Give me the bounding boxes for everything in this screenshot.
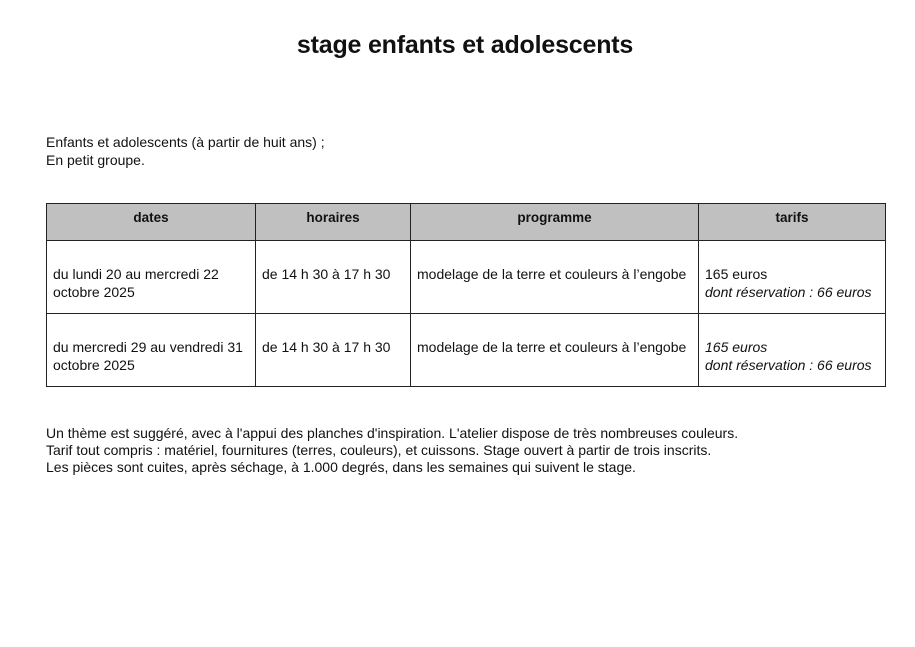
header-horaires: horaires	[256, 204, 411, 241]
cell-horaires: de 14 h 30 à 17 h 30	[256, 314, 411, 387]
note-cuisson: Les pièces sont cuites, après séchage, à 1.000 degrés, dans les semaines qui suivent le stage.	[46, 459, 636, 475]
dates-line-1: du mercredi 29 au vendredi 31	[53, 339, 243, 355]
note-tarif: Tarif tout compris : matériel, fournitures (terres, couleurs), et cuissons. Stage ouvert à partir de trois inscrits.	[46, 442, 712, 458]
intro-line-audience: Enfants et adolescents (à partir de huit ans) ;	[46, 134, 325, 150]
notes-paragraph	[46, 425, 738, 476]
page-title: stage enfants et adolescents	[296, 31, 634, 59]
cell-dates	[47, 241, 256, 314]
tarif-reservation: dont réservation : 66 euros	[705, 357, 872, 373]
dates-line-2: octobre 2025	[53, 357, 135, 373]
stages-table	[46, 203, 886, 387]
cell-programme: modelage de la terre et couleurs à l’engobe	[411, 314, 699, 387]
header-programme: programme	[411, 204, 699, 241]
table-header-row	[47, 204, 886, 241]
cell-tarifs	[699, 241, 886, 314]
tarif-price: 165 euros	[705, 266, 768, 282]
intro-paragraph	[46, 133, 325, 169]
cell-horaires: de 14 h 30 à 17 h 30	[256, 241, 411, 314]
dates-line-2: octobre 2025	[53, 284, 135, 300]
header-tarifs: tarifs	[699, 204, 886, 241]
tarif-reservation: dont réservation : 66 euros	[705, 284, 872, 300]
tarif-price: 165 euros	[705, 339, 768, 355]
table-row	[47, 314, 886, 387]
header-dates: dates	[47, 204, 256, 241]
note-theme: Un thème est suggéré, avec à l'appui des planches d'inspiration. L'atelier dispose de très nombreuses couleurs.	[46, 425, 739, 441]
table-row	[47, 241, 886, 314]
cell-tarifs	[699, 314, 886, 387]
intro-line-group: En petit groupe.	[46, 152, 145, 168]
cell-programme: modelage de la terre et couleurs à l’engobe	[411, 241, 699, 314]
dates-line-1: du lundi 20 au mercredi 22	[53, 266, 219, 282]
cell-dates	[47, 314, 256, 387]
